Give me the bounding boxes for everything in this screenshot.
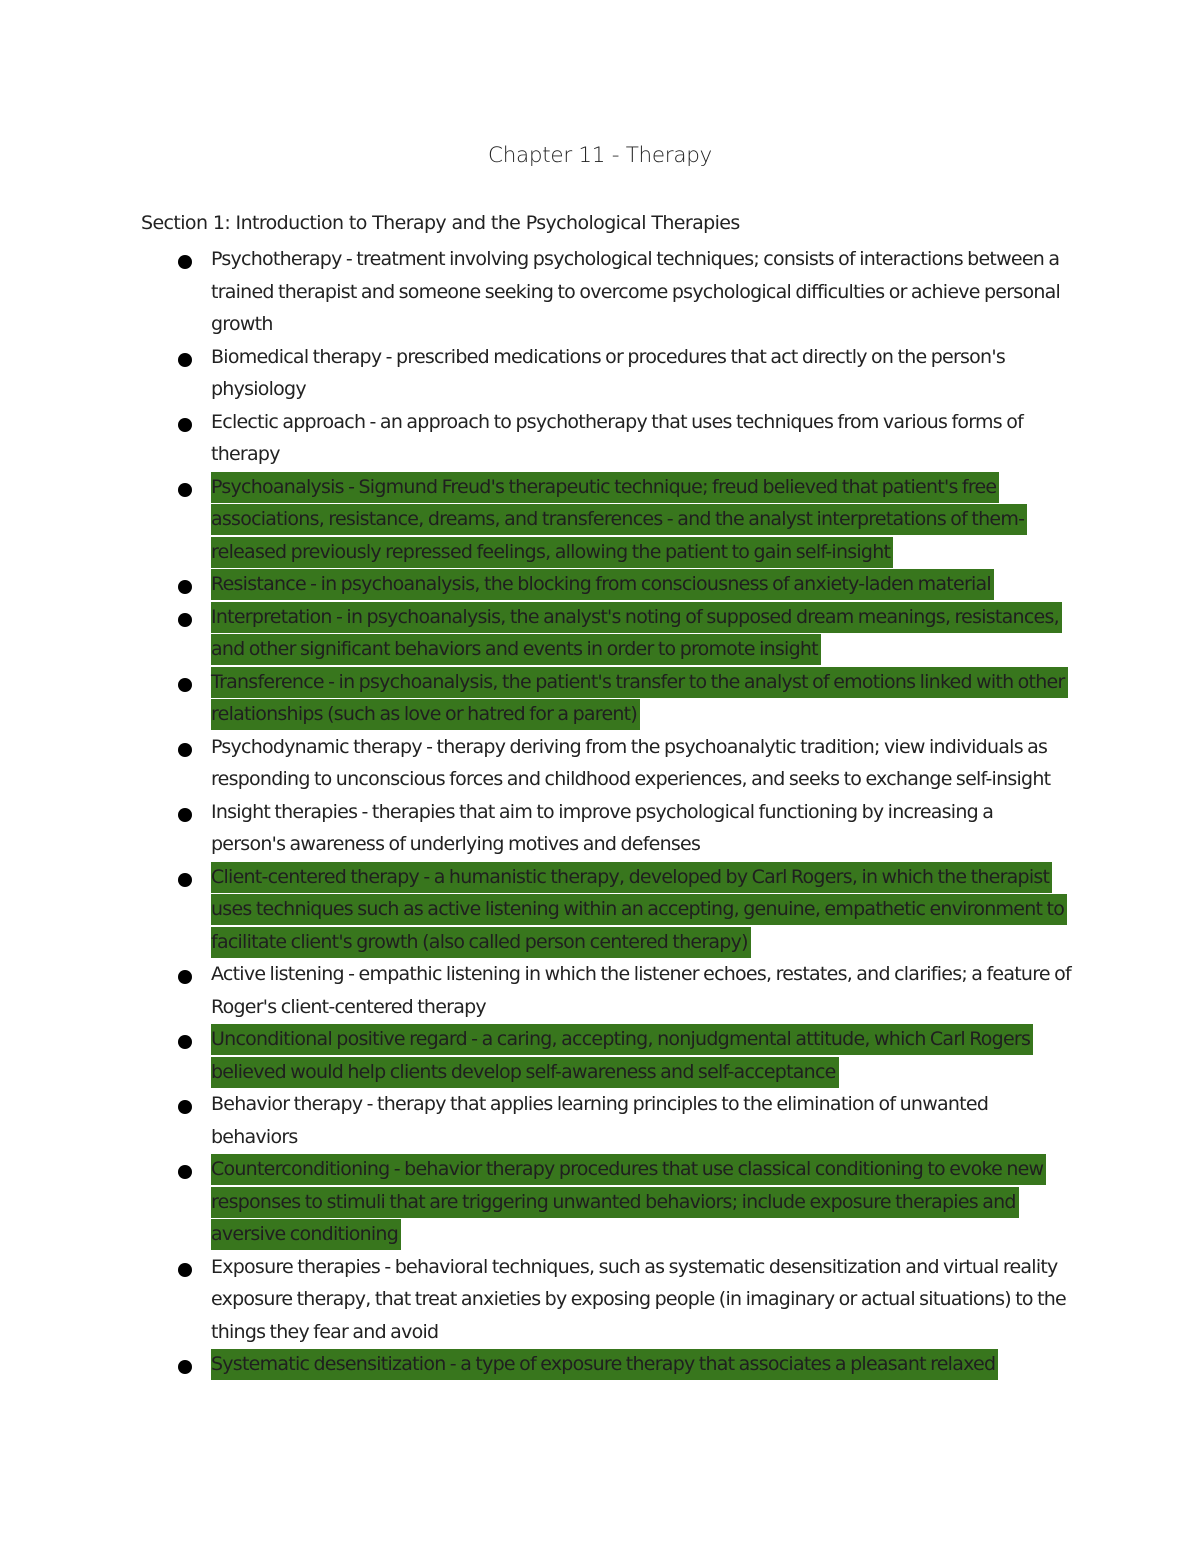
term-text: Active listening - empathic listening in which the listener echoes, restates, and clarifies; a feature of Roger's client-centered therapy [211,963,1071,1018]
section-heading: Section 1: Introduction to Therapy and the Psychological Therapies [141,212,740,234]
term-text: Transference - in psychoanalysis, the patient's transfer to the analyst of emotions linked with other relationships (such as love or hatred for a parent) [211,667,1068,731]
list-item [0,1023,1071,1088]
bullet-icon [178,580,192,594]
term-text: Biomedical therapy - prescribed medications or procedures that act directly on the person's physiology [211,345,1005,400]
list-item [0,731,1071,796]
bullet-icon [178,1360,192,1374]
list-item [0,568,1071,601]
bullet-icon [178,483,192,497]
bullet-icon [178,418,192,432]
bullet-icon [178,1165,192,1179]
term-text: Counterconditioning - behavior therapy procedures that use classical conditioning to evoke new responses to stimuli that are triggering unwanted behaviors; include exposure therapies and aversive conditioning [211,1154,1046,1250]
term-text: Behavior therapy - therapy that applies learning principles to the elimination of unwanted behaviors [211,1093,989,1148]
bullet-icon [178,1100,192,1114]
term-text: Client-centered therapy - a humanistic therapy, developed by Carl Rogers, in which the therapist uses techniques such as active listening within an accepting, genuine, empathetic environment to facilitate client's growth (also called person centered therapy) [211,862,1067,958]
term-text: Exposure therapies - behavioral techniques, such as systematic desensitization and virtual reality exposure therapy, that treat anxieties by exposing people (in imaginary or actual situations) to the things they fear and avoid [211,1255,1066,1343]
list-item [0,471,1071,569]
page-title: Chapter 11 - Therapy [488,143,712,168]
list-item [0,1251,1071,1349]
term-text: Psychotherapy - treatment involving psychological techniques; consists of interactions between a trained therapist and someone seeking to overcome psychological difficulties or achieve personal growth [211,248,1061,335]
bullet-icon [178,743,192,757]
bullet-icon [178,678,192,692]
bullet-icon [178,808,192,822]
term-text: Psychodynamic therapy - therapy deriving from the psychoanalytic tradition; view individuals as responding to unconscious forces and childhood experiences, and seeks to exchange self-insight [211,735,1051,790]
list-item [0,861,1071,959]
list-item [0,666,1071,731]
list-item [0,243,1071,341]
term-list [0,243,1200,1381]
list-item [0,1088,1071,1153]
bullet-icon [178,873,192,887]
bullet-icon [178,1035,192,1049]
term-text: Eclectic approach - an approach to psychotherapy that uses techniques from various forms of therapy [211,410,1024,465]
bullet-icon [178,353,192,367]
list-item [0,341,1071,406]
term-text: Systematic desensitization - a type of exposure therapy that associates a pleasant relaxed [211,1349,998,1380]
list-item [0,1348,1071,1381]
bullet-icon [178,970,192,984]
list-item [0,958,1071,1023]
term-text: Insight therapies - therapies that aim to improve psychological functioning by increasing a person's awareness of underlying motives and defenses [211,800,994,855]
list-item [0,406,1071,471]
term-text: Psychoanalysis - Sigmund Freud's therapeutic technique; freud believed that patient's free associations, resistance, dreams, and transferences - and the analyst interpretations of them- released previously repressed feelings, allowing the patient to gain self-insight [211,472,1027,568]
term-text: Resistance - in psychoanalysis, the blocking from consciousness of anxiety-laden material [211,569,994,600]
bullet-icon [178,255,192,269]
bullet-icon [178,1263,192,1277]
list-item [0,796,1071,861]
term-text: Unconditional positive regard - a caring, accepting, nonjudgmental attitude, which Carl Rogers believed would help clients develop self-awareness and self-acceptance [211,1024,1033,1088]
bullet-icon [178,613,192,627]
list-item [0,1153,1071,1251]
list-item [0,601,1071,666]
term-text: Interpretation - in psychoanalysis, the analyst's noting of supposed dream meanings, resistances, and other significant behaviors and events in order to promote insight [211,602,1062,666]
